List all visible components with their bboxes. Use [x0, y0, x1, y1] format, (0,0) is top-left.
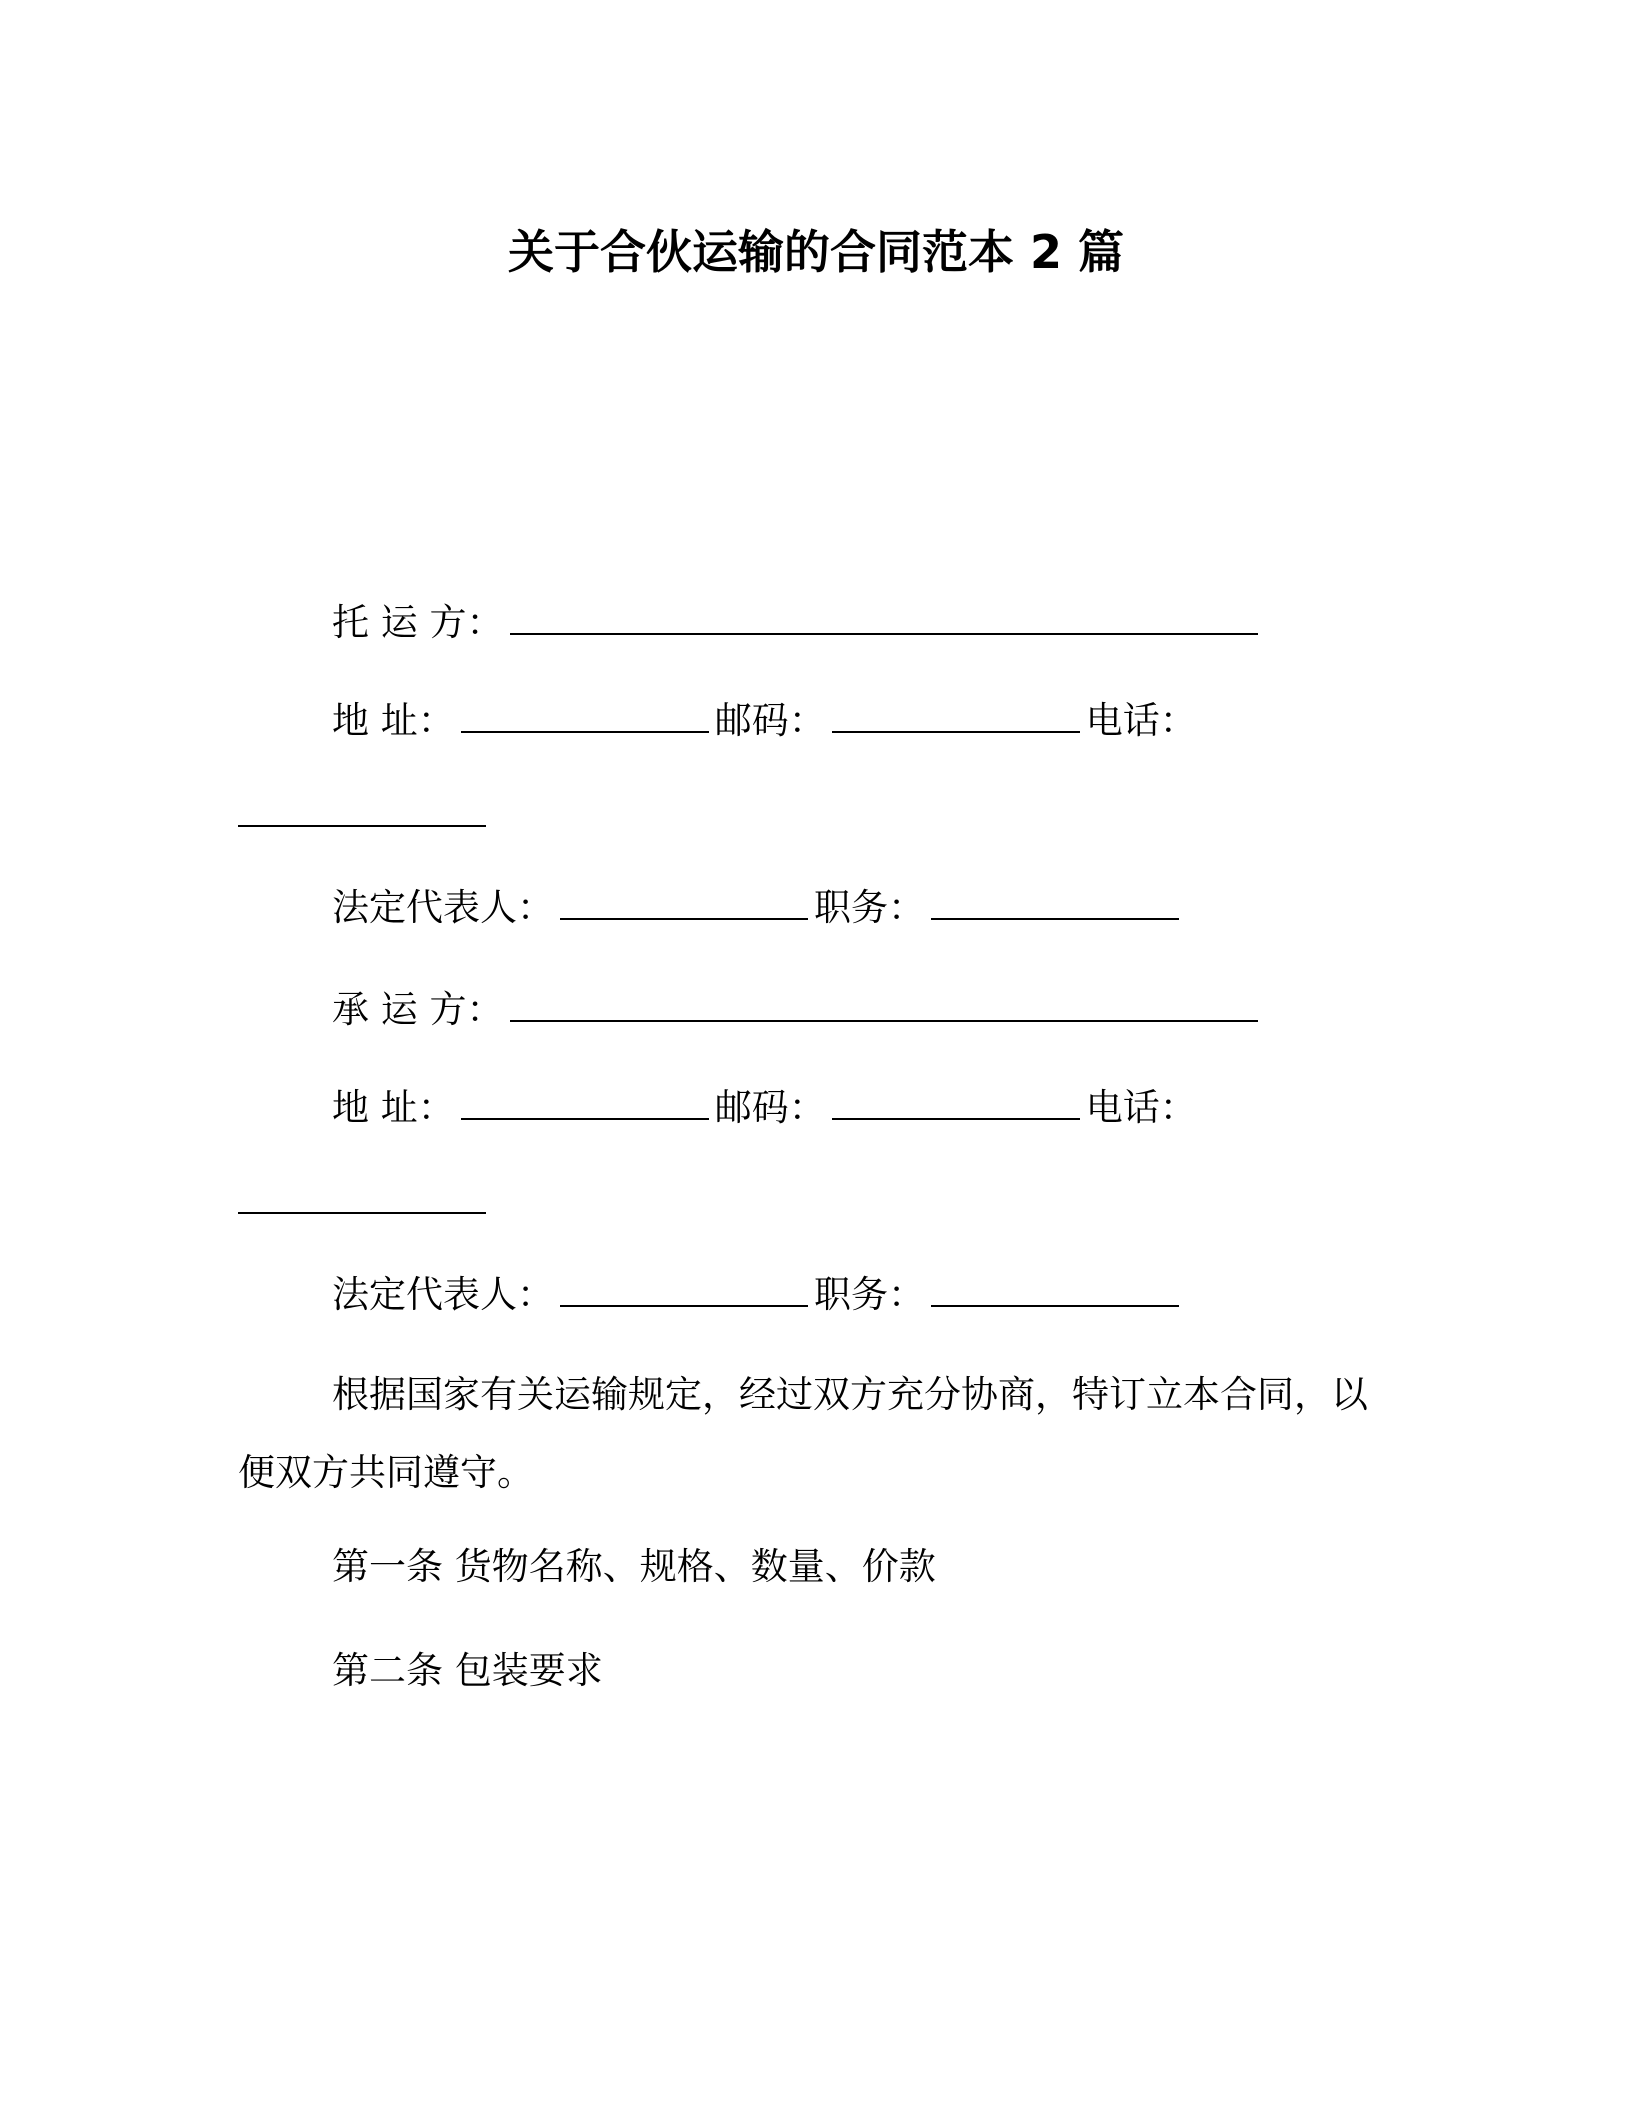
address-label: 地 址： — [332, 1086, 455, 1129]
carrier-label: 承 运 方： — [332, 988, 504, 1031]
position-blank — [931, 884, 1179, 920]
postcode-blank — [832, 1084, 1080, 1120]
postcode-label: 邮码： — [714, 1086, 826, 1129]
shipper-blank — [510, 599, 1258, 635]
article-1: 第一条 货物名称、规格、数量、价款 — [332, 1545, 936, 1588]
phone-label: 电话： — [1085, 1086, 1197, 1129]
carrier-address-line — [332, 1083, 1197, 1133]
legal-rep-blank — [560, 884, 808, 920]
article-2: 第二条 包装要求 — [332, 1649, 603, 1692]
position-label: 职务： — [814, 886, 925, 929]
legal-rep-blank — [560, 1271, 808, 1307]
carrier-blank — [510, 986, 1258, 1022]
document-title: 关于合伙运输的合同范本 2 篇 — [507, 225, 1125, 279]
postcode-label: 邮码： — [714, 699, 826, 742]
shipper-address-line — [332, 696, 1197, 746]
shipper-phone-line — [238, 790, 492, 840]
address-label: 地 址： — [332, 699, 455, 742]
shipper-legal-rep-line — [332, 883, 1185, 933]
address-blank — [461, 697, 709, 733]
carrier-line — [332, 985, 1264, 1035]
shipper-label: 托 运 方： — [332, 601, 504, 644]
position-label: 职务： — [814, 1273, 925, 1316]
position-blank — [931, 1271, 1179, 1307]
carrier-phone-line — [238, 1177, 492, 1227]
carrier-legal-rep-line — [332, 1270, 1185, 1320]
postcode-blank — [832, 697, 1080, 733]
legal-rep-label: 法定代表人： — [332, 1273, 554, 1316]
phone-blank — [238, 1178, 486, 1214]
intro-paragraph: 根据国家有关运输规定，经过双方充分协商，特订立本合同，以便双方共同遵守。 — [238, 1373, 1368, 1494]
shipper-line — [332, 598, 1264, 648]
legal-rep-label: 法定代表人： — [332, 886, 554, 929]
address-blank — [461, 1084, 709, 1120]
phone-label: 电话： — [1085, 699, 1197, 742]
phone-blank — [238, 791, 486, 827]
